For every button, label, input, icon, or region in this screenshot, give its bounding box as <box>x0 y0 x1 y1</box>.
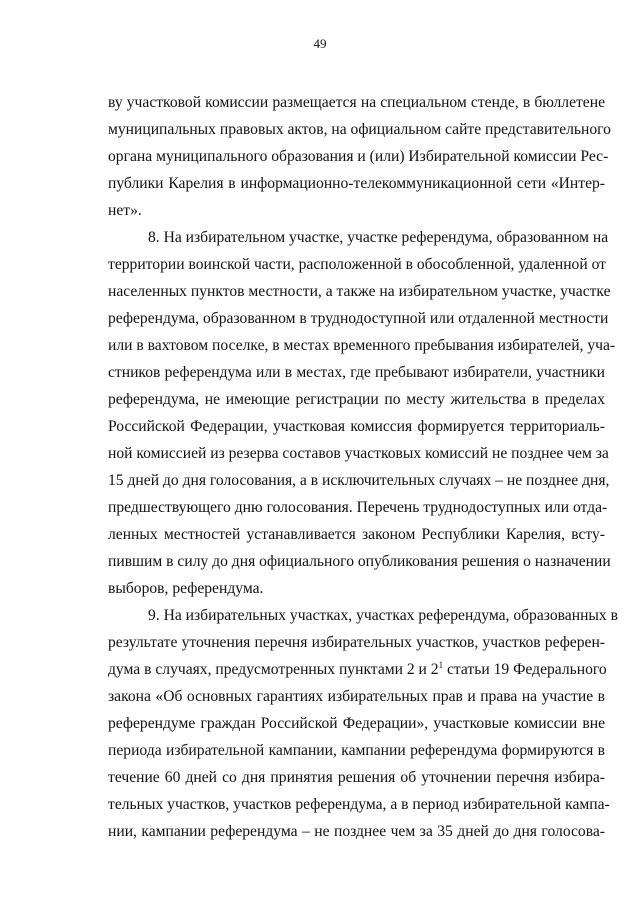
text-segment: дума в случаях, предусмотренных пунктами 2 и 2 <box>108 661 439 678</box>
text-line: стников референдума или в местах, где пребывают избиратели, участники <box>108 364 605 381</box>
text-segment: статьи 19 Федерального <box>443 661 607 678</box>
text-line: течение 60 дней со дня принятия решения об уточнении перечня избира- <box>108 769 605 786</box>
text-line: населенных пунктов местности, а также на избирательном участке, участке <box>108 283 611 300</box>
text-line: органа муниципального образования и (или) Избирательной комиссии Рес- <box>108 148 609 165</box>
text-line: закона «Об основных гарантиях избирательных прав и права на участие в <box>108 688 605 705</box>
text-line: публики Карелия в информационно-телекоммуникационной сети «Интер- <box>108 175 605 192</box>
text-line: предшествующего дню голосования. Перечень труднодоступных или отда- <box>108 499 608 516</box>
text-line: ву участковой комиссии размещается на специальном стенде, в бюллетене <box>108 94 605 111</box>
paragraph-8-first-line: 8. На избирательном участке, участке референдума, образованном на <box>148 229 609 246</box>
text-line: или в вахтовом поселке, в местах временного пребывания избирателей, уча- <box>108 337 616 354</box>
text-line: муниципальных правовых актов, на официальном сайте представительного <box>108 121 611 138</box>
text-line: референдума, не имеющие регистрации по месту жительства в пределах <box>108 391 605 408</box>
text-line: ленных местностей устанавливается законом Республики Карелия, всту- <box>108 526 605 543</box>
text-line: результате уточнения перечня избирательных участков, участков референ- <box>108 634 605 651</box>
text-line-with-superscript <box>108 660 605 680</box>
superscript: 1 <box>438 660 444 670</box>
page-number: 49 <box>313 36 327 51</box>
paragraph-9-first-line: 9. На избирательных участках, участках референдума, образованных в <box>148 607 618 624</box>
text-line: нии, кампании референдума – не позднее чем за 35 дней до дня голосова- <box>108 823 605 840</box>
text-line: территории воинской части, расположенной в обособленной, удаленной от <box>108 256 607 273</box>
text-line: тельных участков, участков референдума, а в период избирательной кампа- <box>108 796 610 813</box>
text-line: 15 дней до дня голосования, а в исключительных случаях – не позднее дня, <box>108 472 610 489</box>
text-line: ной комиссией из резерва составов участковых комиссий не позднее чем за <box>108 445 609 462</box>
text-line: референдума, образованном в труднодоступной или отдаленной местности <box>108 310 609 327</box>
text-line: Российской Федерации, участковая комиссия формируется территориаль- <box>108 418 605 435</box>
text-line: периода избирательной кампании, кампании референдума формируются в <box>108 742 605 759</box>
text-line: выборов, референдума. <box>108 580 264 597</box>
text-line: пившим в силу до дня официального опубликования решения о назначении <box>108 553 611 570</box>
text-line: нет». <box>108 202 142 219</box>
text-line: референдуме граждан Российской Федерации», участковые комиссии вне <box>108 715 605 732</box>
